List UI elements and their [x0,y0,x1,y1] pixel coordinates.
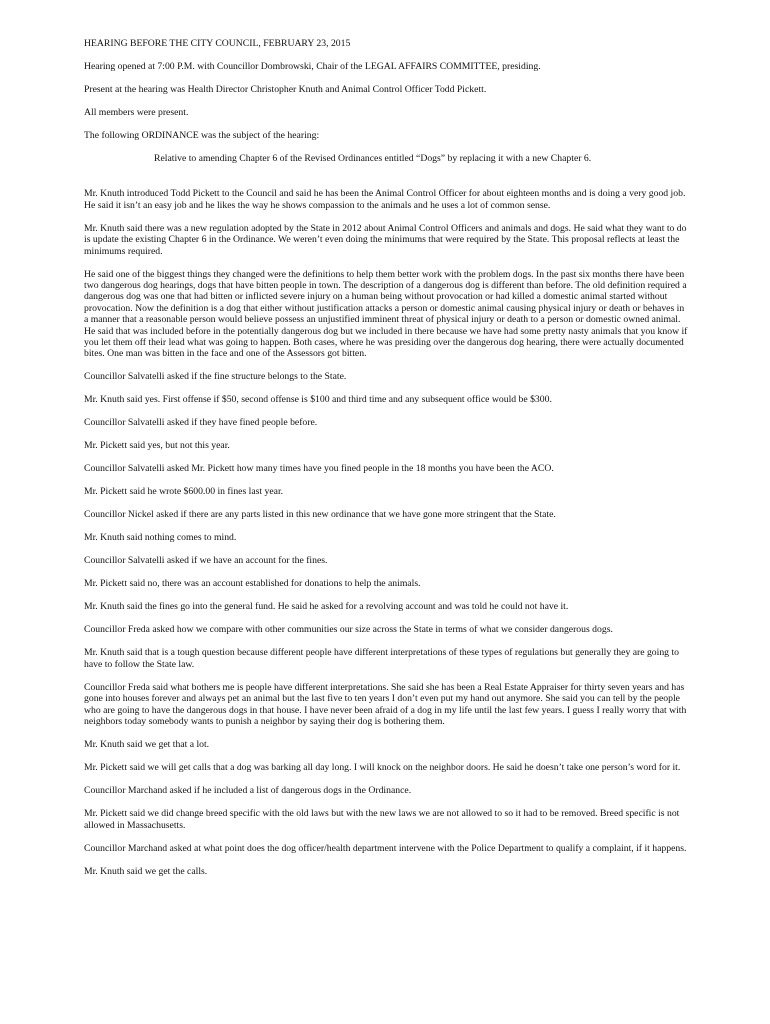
paragraph: Mr. Pickett said he wrote $600.00 in fines last year. [84,486,284,498]
paragraph: He said one of the biggest things they changed were the definitions to help them better work with the problem dogs. In the past six months there have been two dangerous dog hearings, dogs that have bitten people in town. The description of a dangerous dog is different than before. The old definition required a dangerous dog was one that had bitten or inflicted severe injury on a human being without provocation or had killed a domestic animal started without provocation. Now the definition is a dog that either without justification attacks a person or domestic animal causing physical injury or death or behaves in a manner that a reasonable person would believe possess an unjustified imminent threat of physical injury or death to a person or domestic owned animal. He said that was included before in the potentially dangerous dog but we included in there because we have had some pretty nasty animals that you know if you let them off their lead what was going to happen. Both cases, where he was presiding over the dangerous dog hearing, there were actually documented bites. One man was bitten in the face and one of the Assessors got bitten. [84,268,688,360]
paragraph: Councillor Marchand asked at what point does the dog officer/health department intervene with the Police Department to qualify a complaint, if it happens. [84,842,687,854]
paragraph: Councillor Freda said what bothers me is people have different interpretations. She said she has been a Real Estate Appraiser for thirty seven years and has gone into houses forever and always pet an animal but the last five to ten years I don’t even put my hand out anymore. She said you can tell by the people who are going to have the dangerous dogs in that house. I have never been afraid of a dog in my life until the last few years. I guess I really worry that with neighbors today somebody wants to punish a neighbor by saying their dog is bothering them. [84,681,687,728]
ordinance-subject: Relative to amending Chapter 6 of the Revised Ordinances entitled “Dogs” by replacing it with a new Chapter 6. [154,153,592,164]
paragraph: Mr. Knuth said the fines go into the general fund. He said he asked for a revolving account and was told he could not have it. [84,601,569,613]
paragraph: Mr. Knuth said we get the calls. [84,865,208,877]
paragraph: Mr. Knuth said there was a new regulation adopted by the State in 2012 about Animal Control Officers and animals and dogs. He said what they want to do is update the existing Chapter 6 in the Ordinance. We weren’t even doing the minimums that were required by the State. This proposal reflects at least the minimums required. [84,222,687,257]
document-title: HEARING BEFORE THE CITY COUNCIL, FEBRUARY 23, 2015 [84,38,351,49]
paragraph: Mr. Knuth said we get that a lot. [84,739,210,751]
paragraph: Councillor Nickel asked if there are any parts listed in this new ordinance that we have gone more stringent that the State. [84,509,556,521]
paragraph: Mr. Pickett said yes, but not this year. [84,440,230,452]
paragraph: Mr. Knuth introduced Todd Pickett to the Council and said he has been the Animal Control Officer for about eighteen months and is doing a very good job. He said it isn’t an easy job and he likes the way he shows compassion to the animals and he uses a lot of common sense. [84,188,686,211]
paragraph: The following ORDINANCE was the subject of the hearing: [84,130,320,141]
paragraph: Councillor Salvatelli asked if we have an account for the fines. [84,555,328,567]
paragraph: Mr. Knuth said yes. First offense if $50, second offense is $100 and third time and any subsequent office would be $300. [84,394,552,406]
paragraph: Present at the hearing was Health Director Christopher Knuth and Animal Control Officer Todd Pickett. [84,84,487,95]
paragraph: Mr. Knuth said that is a tough question because different people have different interpretations of these types of regulations but generally they are going to have to follow the State law. [84,647,679,670]
document-page [84,38,688,889]
paragraph: Councillor Salvatelli asked Mr. Pickett how many times have you fined people in the 18 months you have been the ACO. [84,463,554,475]
paragraph: Councillor Freda asked how we compare with other communities our size across the State in terms of what we consider dangerous dogs. [84,624,613,636]
paragraph: Mr. Pickett said no, there was an account established for donations to help the animals. [84,578,421,590]
paragraph: All members were present. [84,107,189,118]
paragraph: Mr. Knuth said nothing comes to mind. [84,532,237,544]
paragraph: Councillor Salvatelli asked if they have fined people before. [84,417,318,429]
paragraph: Hearing opened at 7:00 P.M. with Councillor Dombrowski, Chair of the LEGAL AFFAIRS COMMITTEE, presiding. [84,61,541,72]
paragraph: Councillor Marchand asked if he included a list of dangerous dogs in the Ordinance. [84,785,412,797]
paragraph: Mr. Pickett said we will get calls that a dog was barking all day long. I will knock on the neighbor doors. He said he doesn’t take one person’s word for it. [84,762,681,774]
paragraph: Mr. Pickett said we did change breed specific with the old laws but with the new laws we are not allowed to so it had to be removed. Breed specific is not allowed in Massachusetts. [84,808,680,831]
paragraph: Councillor Salvatelli asked if the fine structure belongs to the State. [84,371,347,383]
